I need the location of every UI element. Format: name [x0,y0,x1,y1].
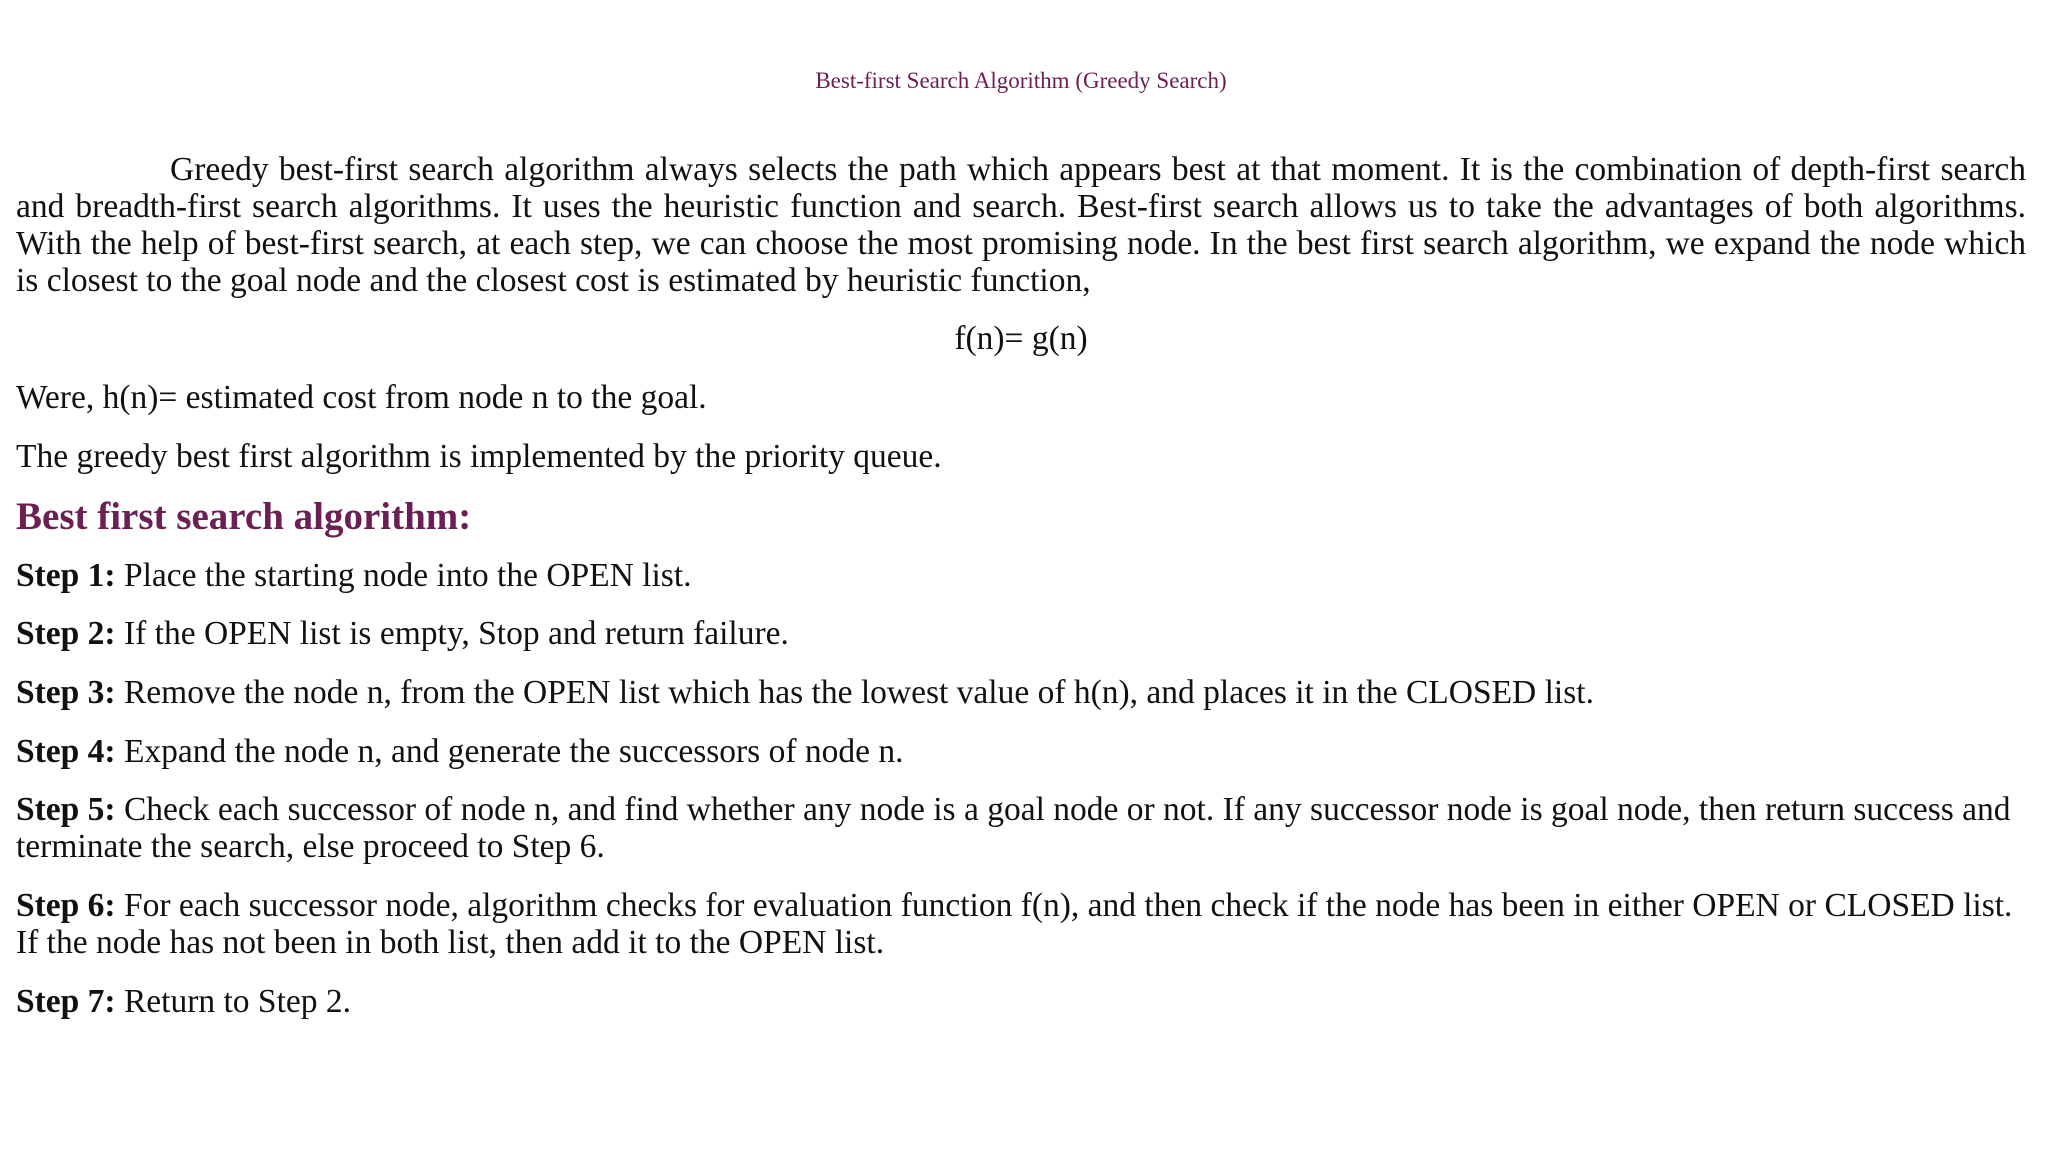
step-text: Return to Step 2. [123,983,351,1020]
step-4 [16,733,2016,770]
priority-queue-note: The greedy best first algorithm is implemented by the priority queue. [16,438,942,475]
heuristic-formula: f(n)= g(n) [954,320,1088,357]
step-label: Step 6: [16,887,116,924]
step-3 [16,674,2016,711]
step-text: For each successor node, algorithm checks for evaluation function f(n), and then check if the node has been in either OPEN or CLOSED list. If the node has not been in both list, then add it to the OPEN list. [16,887,2013,961]
step-label: Step 4: [16,733,116,770]
step-label: Step 7: [16,983,116,1020]
step-label: Step 2: [16,615,116,652]
step-text: If the OPEN list is empty, Stop and return failure. [123,615,789,652]
step-label: Step 1: [16,557,116,594]
step-text: Place the starting node into the OPEN list. [123,557,692,594]
intro-paragraph: Greedy best-first search algorithm always selects the path which appears best at that moment. It is the combination of depth-first search and breadth-first search algorithms. It uses the heuristic function and search. Best-first search allows us to take the advantages of both algorithms. With the help of best-first search, at each step, we can choose the most promising node. In the best first search algorithm, we expand the node which is closest to the goal node and the closest cost is estimated by heuristic function, [16,151,2026,299]
step-2 [16,615,2016,652]
where-definition: Were, h(n)= estimated cost from node n to the goal. [16,379,707,416]
step-5 [16,791,2016,865]
step-label: Step 5: [16,791,116,828]
step-text: Remove the node n, from the OPEN list which has the lowest value of h(n), and places it in the CLOSED list. [123,674,1594,711]
section-heading: Best first search algorithm: [16,495,472,538]
document-title: Best-first Search Algorithm (Greedy Search) [815,68,1227,93]
step-label: Step 3: [16,674,116,711]
step-text: Check each successor of node n, and find whether any node is a goal node or not. If any successor node is goal node, then return success and terminate the search, else proceed to Step 6. [16,791,2011,865]
step-text: Expand the node n, and generate the successors of node n. [123,733,904,770]
step-7 [16,983,2016,1020]
step-1 [16,557,2016,594]
step-6 [16,887,2016,961]
